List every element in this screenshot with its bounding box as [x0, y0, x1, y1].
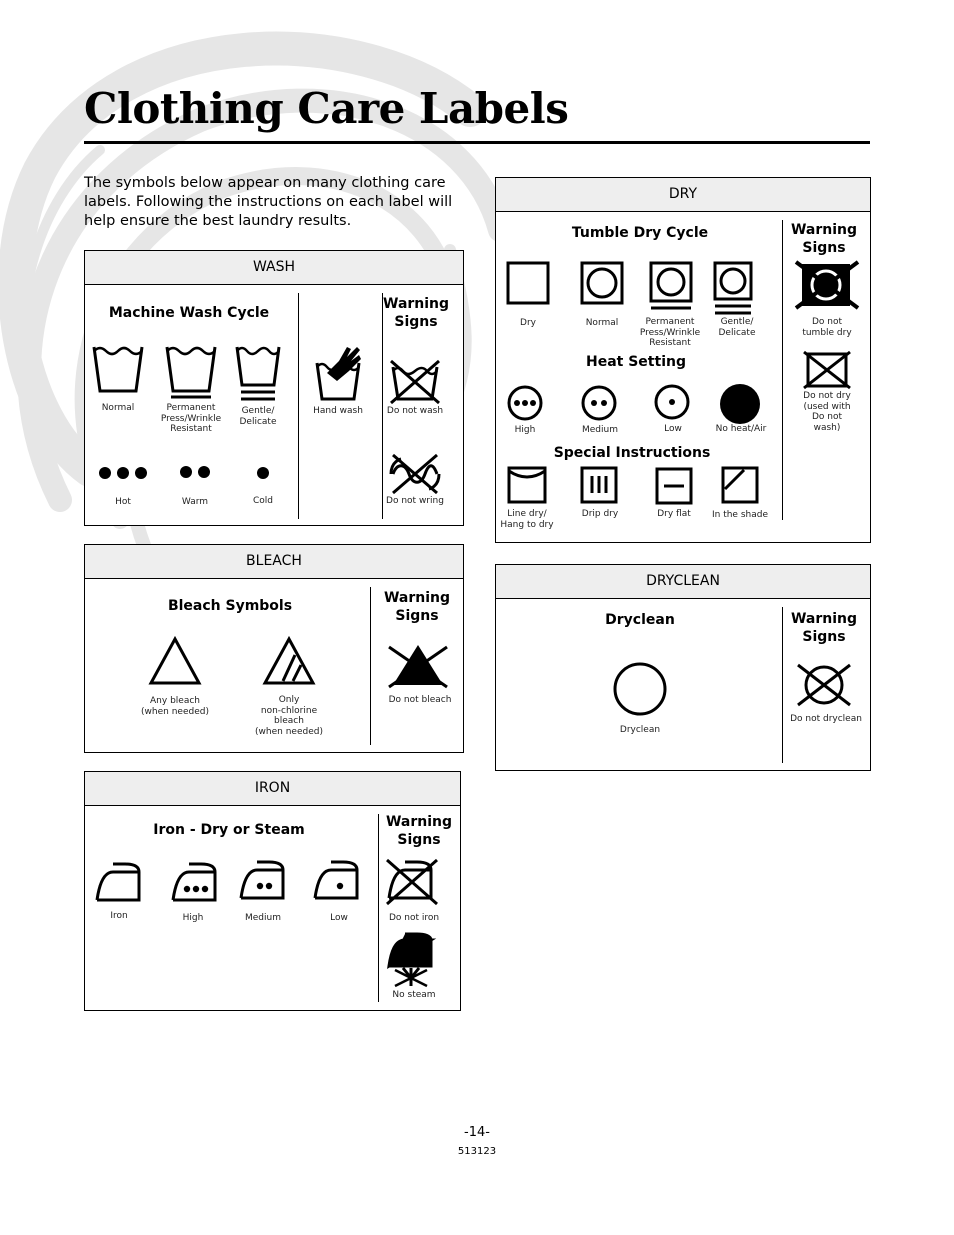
wash-cold-icon [253, 463, 273, 483]
wash-normal-icon [90, 341, 146, 401]
wash-warm-label: Warm [181, 497, 209, 507]
page-number: -14- [464, 1125, 490, 1140]
heat-medium-icon [580, 384, 618, 422]
dry-warning-title: Warning Signs [790, 222, 858, 256]
wash-warm-icon [177, 462, 213, 482]
wash-permanent-press-label: Permanent Press/Wrinkle Resistant [160, 403, 222, 434]
tumble-gentle-label: Gentle/ Delicate [718, 317, 756, 338]
dryclean-panel [495, 564, 871, 771]
tumble-permanent-press-icon [648, 260, 694, 312]
dry-tumble-subtitle: Tumble Dry Cycle [571, 225, 709, 241]
bleach-header: BLEACH [85, 545, 463, 579]
dryclean-subtitle: Dryclean [605, 612, 675, 628]
do-not-tumble-dry-icon [794, 260, 860, 310]
page-title: Clothing Care Labels [84, 84, 569, 133]
heat-high-icon [506, 384, 544, 422]
do-not-dryclean-icon [792, 663, 856, 707]
do-not-wring-icon [387, 453, 443, 495]
no-steam-icon [385, 932, 437, 988]
do-not-tumble-dry-label: Do not tumble dry [802, 317, 852, 338]
dryclean-header: DRYCLEAN [496, 565, 870, 599]
do-not-dry-label: Do not dry (used with Do not wash) [803, 391, 851, 433]
iron-panel [84, 771, 461, 1011]
line-dry-label: Line dry/ Hang to dry [500, 509, 554, 530]
no-heat-label: No heat/Air [715, 424, 767, 434]
iron-medium-label: Medium [245, 913, 281, 923]
heat-high-label: High [514, 425, 536, 435]
do-not-wash-label: Do not wash [386, 406, 444, 416]
hand-wash-icon [311, 341, 365, 403]
drip-dry-label: Drip dry [581, 509, 619, 519]
dry-square-icon [505, 260, 551, 306]
do-not-iron-label: Do not iron [388, 913, 440, 923]
dryclean-icon [612, 661, 668, 717]
wash-cold-label: Cold [252, 496, 273, 506]
iron-subtitle: Iron - Dry or Steam [153, 822, 305, 838]
wash-subtitle: Machine Wash Cycle [108, 305, 270, 321]
dryclean-label: Dryclean [619, 725, 661, 735]
iron-header: IRON [85, 772, 460, 806]
heat-medium-label: Medium [582, 425, 618, 435]
iron-warning-title: Warning Signs [385, 814, 453, 848]
bleach-warning-title: Warning Signs [383, 590, 451, 624]
iron-label: Iron [110, 911, 128, 921]
drip-dry-icon [579, 465, 619, 505]
tumble-permanent-press-label: Permanent Press/Wrinkle Resistant [639, 317, 701, 348]
do-not-dryclean-label: Do not dryclean [790, 714, 862, 724]
dry-in-shade-icon [720, 465, 760, 505]
iron-high-label: High [182, 913, 204, 923]
no-heat-icon [718, 382, 762, 426]
tumble-gentle-icon [712, 260, 754, 318]
dry-flat-label: Dry flat [657, 509, 691, 519]
do-not-wash-icon [387, 359, 443, 405]
iron-low-icon [311, 858, 363, 904]
bleach-subtitle: Bleach Symbols [167, 598, 293, 614]
iron-high-icon [169, 860, 221, 906]
dryclean-warning-title: Warning Signs [790, 611, 858, 645]
heat-low-icon [653, 383, 691, 421]
iron-medium-icon [237, 858, 289, 904]
any-bleach-icon [147, 635, 203, 687]
do-not-wring-label: Do not wring [386, 496, 444, 506]
do-not-bleach-icon [387, 641, 449, 689]
wash-normal-label: Normal [101, 403, 135, 413]
no-steam-label: No steam [392, 990, 436, 1000]
dry-special-subtitle: Special Instructions [553, 445, 711, 461]
dry-divider [782, 220, 783, 520]
non-chlorine-bleach-label: Only non-chlorine bleach (when needed) [255, 695, 323, 737]
iron-low-label: Low [330, 913, 348, 923]
dry-flat-icon [654, 466, 694, 506]
iron-divider [378, 814, 379, 1002]
wash-gentle-label: Gentle/ Delicate [239, 406, 277, 427]
wash-warning-title: Warning Signs [383, 296, 450, 330]
wash-panel [84, 250, 464, 526]
do-not-iron-icon [383, 856, 441, 906]
dry-heat-subtitle: Heat Setting [586, 354, 686, 370]
dry-label: Dry [520, 318, 536, 328]
do-not-bleach-label: Do not bleach [388, 695, 452, 705]
wash-hot-label: Hot [115, 497, 131, 507]
dry-panel [495, 177, 871, 543]
wash-hot-icon [95, 463, 151, 483]
line-dry-icon [506, 465, 548, 505]
dryclean-divider [782, 607, 783, 763]
wash-divider-1 [298, 293, 299, 519]
title-rule [84, 141, 870, 144]
doc-code: 513123 [457, 1146, 497, 1157]
bleach-divider [370, 587, 371, 745]
wash-gentle-icon [233, 341, 283, 403]
tumble-normal-label: Normal [585, 318, 619, 328]
dry-header: DRY [496, 178, 870, 212]
intro-text: The symbols below appear on many clothing care labels. Following the instructions on each label will help ensure the best laundry results. [84, 175, 453, 229]
wash-permanent-press-icon [163, 341, 219, 401]
wash-header: WASH [85, 251, 463, 285]
dry-in-shade-label: In the shade [711, 510, 768, 520]
any-bleach-label: Any bleach (when needed) [141, 696, 209, 717]
tumble-normal-icon [579, 260, 625, 306]
non-chlorine-bleach-icon [261, 635, 317, 687]
bleach-panel [84, 544, 464, 753]
heat-low-label: Low [664, 424, 682, 434]
hand-wash-label: Hand wash [313, 406, 363, 416]
do-not-dry-icon [802, 350, 852, 390]
iron-icon [93, 860, 145, 906]
